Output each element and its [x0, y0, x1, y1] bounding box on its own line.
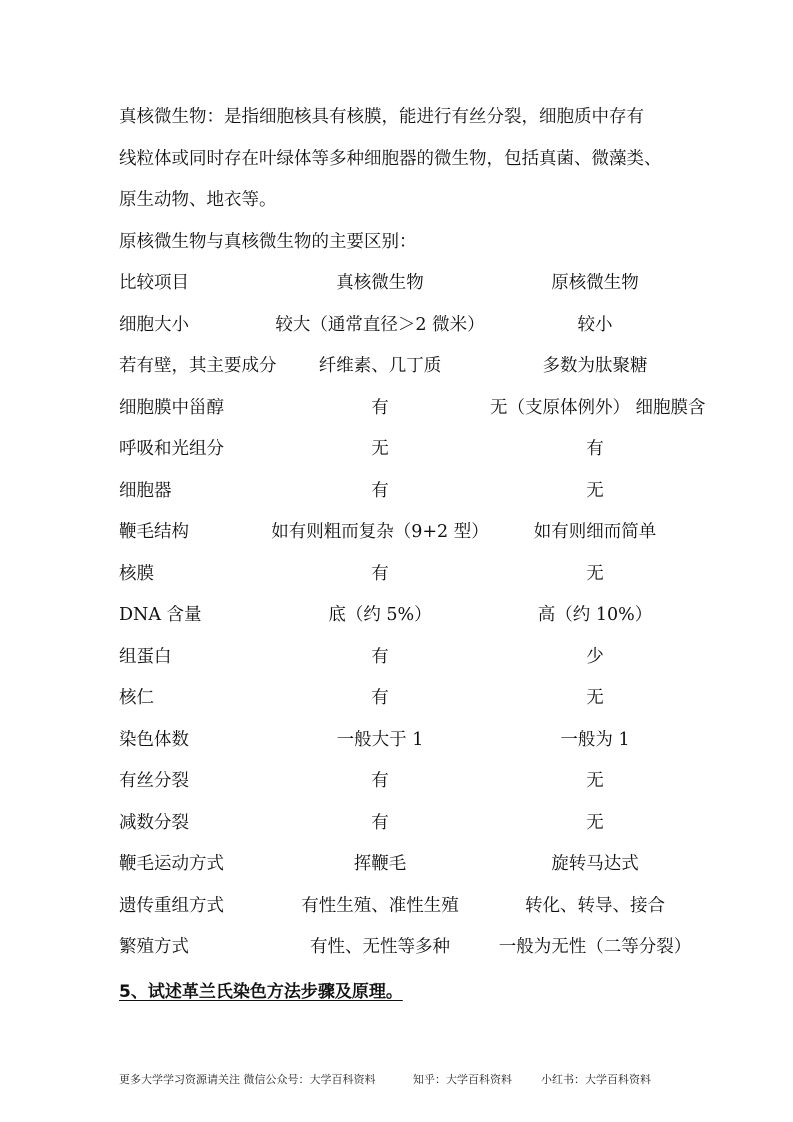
table-cell-item: 核仁: [119, 688, 154, 708]
table-header-item: 比较项目: [119, 273, 189, 293]
table-cell-eukaryote: 有: [371, 481, 389, 501]
table-cell-item: DNA 含量: [119, 605, 202, 625]
table-row: [0, 396, 793, 420]
table-cell-item: 染色体数: [119, 730, 189, 750]
table-cell-eukaryote: 无: [371, 439, 389, 459]
table-cell-eukaryote: 挥鞭毛: [353, 854, 407, 874]
table-row: [0, 728, 793, 752]
table-cell-eukaryote: 一般大于 1: [336, 730, 424, 750]
table-cell-item: 呼吸和光组分: [119, 439, 224, 459]
table-row: [0, 313, 793, 337]
table-cell-item: 鞭毛结构: [119, 522, 189, 542]
table-cell-item: 细胞器: [119, 481, 172, 501]
footer-zhihu-note: 知乎：大学百科资料: [413, 1073, 512, 1086]
table-cell-item: 若有壁，其主要成分: [119, 356, 277, 376]
table-cell-prokaryote: 多数为肽聚糖: [542, 356, 648, 376]
table-cell-item: 减数分裂: [119, 813, 189, 833]
table-cell-item: 遗传重组方式: [119, 896, 224, 916]
table-cell-prokaryote: 无（支原体例外） 细胞膜含: [490, 398, 706, 418]
table-cell-eukaryote: 纤维素、几丁质: [318, 356, 442, 376]
table-cell-prokaryote: 转化、转导、接合: [525, 896, 665, 916]
table-cell-eukaryote: 有性生殖、准性生殖: [301, 896, 459, 916]
table-cell-prokaryote: 无: [586, 481, 604, 501]
table-cell-eukaryote: 有: [371, 398, 389, 418]
table-row: [0, 852, 793, 876]
table-cell-item: 组蛋白: [119, 647, 172, 667]
table-row: [0, 562, 793, 586]
section-heading: 5、试述革兰氏染色方法步骤及原理。: [119, 982, 403, 1002]
table-cell-prokaryote: 无: [586, 564, 604, 584]
table-cell-item: 繁殖方式: [119, 937, 189, 957]
table-cell-prokaryote: 旋转马达式: [551, 854, 639, 874]
table-cell-prokaryote: 一般为无性（二等分裂）: [498, 937, 692, 957]
paragraph-line-1: 真核微生物：是指细胞核具有核膜，能进行有丝分裂，细胞质中存有: [119, 107, 644, 127]
table-cell-item: 核膜: [119, 564, 154, 584]
table-cell-eukaryote: 底（约 5%）: [328, 605, 432, 625]
table-row: [0, 479, 793, 503]
table-cell-eukaryote: 有: [371, 771, 389, 791]
table-cell-prokaryote: 无: [586, 688, 604, 708]
footer-xiaohongshu-note: 小红书：大学百科资料: [541, 1073, 651, 1086]
table-header-row: [0, 271, 793, 295]
table-cell-prokaryote: 有: [586, 439, 604, 459]
table-cell-prokaryote: 少: [586, 647, 604, 667]
table-cell-item: 鞭毛运动方式: [119, 854, 224, 874]
paragraph-line-3: 原生动物、地衣等。: [119, 190, 277, 210]
table-row: [0, 894, 793, 918]
table-cell-eukaryote: 有: [371, 813, 389, 833]
table-header-eukaryote: 真核微生物: [336, 273, 424, 293]
table-row: [0, 935, 793, 959]
table-cell-prokaryote: 如有则细而简单: [533, 522, 657, 542]
table-cell-eukaryote: 有: [371, 647, 389, 667]
table-row: [0, 603, 793, 627]
table-row: [0, 811, 793, 835]
table-row: [0, 520, 793, 544]
table-row: [0, 686, 793, 710]
table-cell-prokaryote: 高（约 10%）: [537, 605, 653, 625]
paragraph-line-2: 线粒体或同时存在叶绿体等多种细胞器的微生物，包括真菌、微藻类、: [119, 149, 662, 169]
table-row: [0, 354, 793, 378]
table-row: [0, 437, 793, 461]
table-row: [0, 769, 793, 793]
footer-wechat-note: 更多大学学习资源请关注 微信公众号：大学百科资料: [119, 1073, 376, 1086]
table-cell-prokaryote: 较小: [577, 315, 613, 335]
table-cell-item: 细胞膜中甾醇: [119, 398, 224, 418]
table-cell-eukaryote: 如有则粗而复杂（9+2 型）: [271, 522, 489, 542]
table-row: [0, 645, 793, 669]
table-cell-eukaryote: 较大（通常直径＞2 微米）: [275, 315, 485, 335]
table-cell-item: 细胞大小: [119, 315, 189, 335]
paragraph-line-4: 原核微生物与真核微生物的主要区别：: [119, 232, 417, 252]
table-cell-prokaryote: 无: [586, 771, 604, 791]
table-header-prokaryote: 原核微生物: [551, 273, 639, 293]
table-cell-item: 有丝分裂: [119, 771, 189, 791]
table-cell-eukaryote: 有: [371, 564, 389, 584]
table-cell-eukaryote: 有性、无性等多种: [310, 937, 450, 957]
table-cell-eukaryote: 有: [371, 688, 389, 708]
table-cell-prokaryote: 一般为 1: [560, 730, 630, 750]
table-cell-prokaryote: 无: [586, 813, 604, 833]
